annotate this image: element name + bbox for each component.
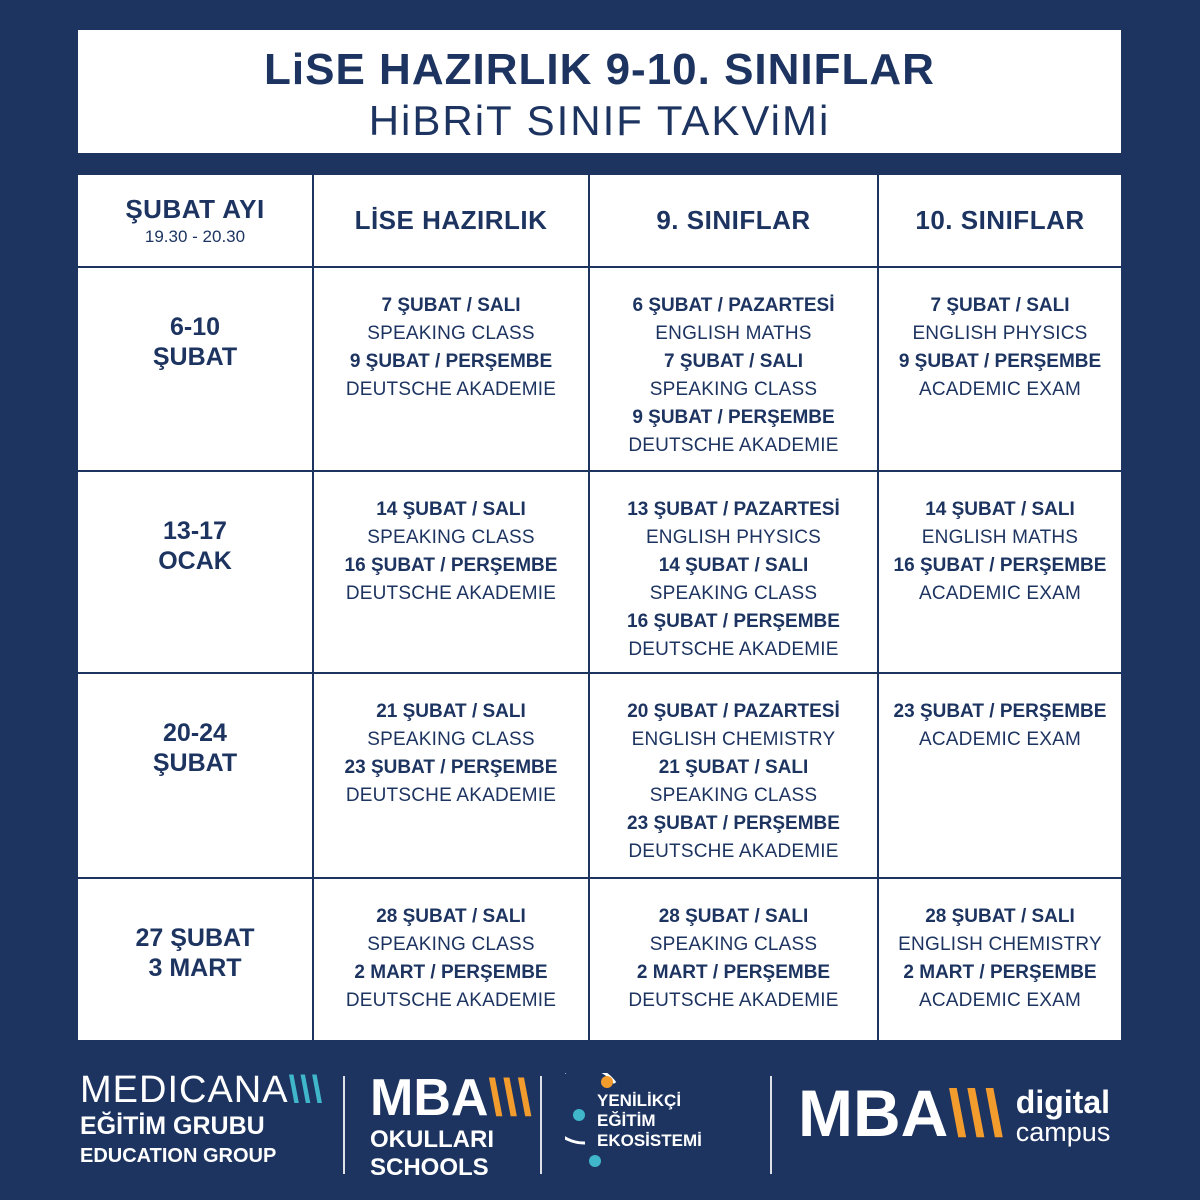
page-title: LiSE HAZIRLIK 9-10. SINIFLAR bbox=[264, 45, 935, 94]
event-date: 14 ŞUBAT / SALI bbox=[376, 499, 526, 520]
schedule-table bbox=[78, 175, 1121, 1040]
event-date: 7 ŞUBAT / SALI bbox=[381, 295, 521, 316]
mba-line2: OKULLARI bbox=[370, 1126, 494, 1153]
event-class: ACADEMIC EXAM bbox=[918, 583, 1081, 604]
logo-divider bbox=[770, 1076, 772, 1174]
event-class: ENGLISH CHEMISTRY bbox=[898, 934, 1102, 955]
header-lise-cell bbox=[314, 175, 588, 266]
event-date: 14 ŞUBAT / SALI bbox=[925, 499, 1075, 520]
column-header: 10. SINIFLAR bbox=[915, 205, 1085, 235]
event-date: 9 ŞUBAT / PERŞEMBE bbox=[898, 351, 1102, 372]
event-class: DEUTSCHE AKADEMIE bbox=[628, 841, 839, 862]
event-class: SPEAKING CLASS bbox=[649, 583, 818, 604]
event-class: SPEAKING CLASS bbox=[649, 785, 818, 806]
event-class: SPEAKING CLASS bbox=[649, 934, 818, 955]
logo-divider bbox=[343, 1076, 345, 1174]
column-header: LİSE HAZIRLIK bbox=[354, 205, 548, 235]
mba-name: MBA bbox=[370, 1069, 489, 1127]
lise-cell bbox=[314, 472, 588, 672]
event-class: ENGLISH MATHS bbox=[921, 527, 1079, 548]
event-date: 2 MART / PERŞEMBE bbox=[636, 962, 831, 983]
event-class: DEUTSCHE AKADEMIE bbox=[345, 990, 557, 1011]
mba-schools-logo bbox=[370, 1070, 530, 1182]
event-date: 16 ŞUBAT / PERŞEMBE bbox=[344, 555, 558, 576]
week-month: 3 MART bbox=[148, 954, 242, 982]
footer-logos bbox=[0, 1058, 1200, 1188]
ten-cell bbox=[879, 472, 1121, 672]
mba-digital-campus-logo bbox=[798, 1078, 1128, 1148]
digital-mba-name: MBA bbox=[798, 1076, 949, 1150]
event-class: SPEAKING CLASS bbox=[367, 323, 535, 344]
event-date: 2 MART / PERŞEMBE bbox=[354, 962, 548, 983]
slash-mark-icon: \\\ bbox=[288, 1069, 324, 1111]
event-class: SPEAKING CLASS bbox=[367, 729, 535, 750]
week-cell bbox=[78, 879, 312, 1040]
nine-cell bbox=[590, 268, 877, 470]
event-date: 16 ŞUBAT / PERŞEMBE bbox=[893, 555, 1107, 576]
event-date: 7 ŞUBAT / SALI bbox=[930, 295, 1070, 316]
slash-mark-icon: \\\ bbox=[948, 1076, 1004, 1150]
medicana-name: MEDICANA bbox=[80, 1069, 289, 1111]
week-range: 6-10 bbox=[169, 313, 221, 341]
event-date: 14 ŞUBAT / SALI bbox=[658, 555, 809, 576]
event-date: 28 ŞUBAT / SALI bbox=[376, 906, 526, 927]
eco-line1: YENİLİKÇİ bbox=[597, 1091, 682, 1110]
header-nine-cell bbox=[590, 175, 877, 266]
eco-line3: EKOSİSTEMİ bbox=[597, 1131, 702, 1150]
event-date: 2 MART / PERŞEMBE bbox=[903, 962, 1097, 983]
event-date: 16 ŞUBAT / PERŞEMBE bbox=[627, 611, 840, 632]
logo-divider bbox=[540, 1076, 542, 1174]
week-cell bbox=[78, 268, 312, 470]
event-class: DEUTSCHE AKADEMIE bbox=[628, 639, 839, 660]
event-class: DEUTSCHE AKADEMIE bbox=[345, 785, 557, 806]
month-label: ŞUBAT AYI bbox=[125, 194, 265, 224]
slash-mark-icon: \\\ bbox=[488, 1069, 532, 1127]
event-class: DEUTSCHE AKADEMIE bbox=[628, 990, 839, 1011]
event-class: DEUTSCHE AKADEMIE bbox=[345, 583, 557, 604]
campus-label: campus bbox=[1015, 1117, 1111, 1147]
event-date: 21 ŞUBAT / SALI bbox=[658, 757, 809, 778]
event-class: ACADEMIC EXAM bbox=[918, 990, 1081, 1011]
ten-cell bbox=[879, 879, 1121, 1040]
medicana-line3: EDUCATION GROUP bbox=[80, 1145, 277, 1167]
event-date: 28 ŞUBAT / SALI bbox=[658, 906, 809, 927]
event-class: SPEAKING CLASS bbox=[649, 379, 818, 400]
week-range: 27 ŞUBAT bbox=[135, 924, 255, 952]
event-class: DEUTSCHE AKADEMIE bbox=[628, 435, 839, 456]
event-class: DEUTSCHE AKADEMIE bbox=[345, 379, 557, 400]
event-date: 9 ŞUBAT / PERŞEMBE bbox=[632, 407, 835, 428]
ecosystem-logo bbox=[565, 1073, 755, 1173]
event-date: 28 ŞUBAT / SALI bbox=[925, 906, 1075, 927]
event-date: 6 ŞUBAT / PAZARTESİ bbox=[632, 295, 835, 316]
column-header: 9. SINIFLAR bbox=[656, 205, 811, 235]
event-class: ACADEMIC EXAM bbox=[918, 729, 1081, 750]
event-class: ENGLISH PHYSICS bbox=[645, 527, 822, 548]
event-date: 21 ŞUBAT / SALI bbox=[376, 701, 526, 722]
medicana-line2: EĞİTİM GRUBU bbox=[80, 1112, 265, 1140]
event-date: 20 ŞUBAT / PAZARTESİ bbox=[627, 701, 840, 722]
event-class: ENGLISH CHEMISTRY bbox=[631, 729, 836, 750]
time-range: 19.30 - 20.30 bbox=[144, 227, 246, 246]
ten-cell bbox=[879, 674, 1121, 877]
eco-line2: EĞİTİM bbox=[597, 1111, 656, 1130]
event-date: 13 ŞUBAT / PAZARTESİ bbox=[627, 499, 840, 520]
event-date: 9 ŞUBAT / PERŞEMBE bbox=[349, 351, 553, 372]
header-month-cell bbox=[78, 175, 312, 266]
week-month: ŞUBAT bbox=[152, 749, 238, 777]
event-date: 23 ŞUBAT / PERŞEMBE bbox=[344, 757, 558, 778]
header-ten-cell bbox=[879, 175, 1121, 266]
digital-label: digital bbox=[1015, 1084, 1110, 1120]
event-class: ENGLISH MATHS bbox=[655, 323, 812, 344]
title-banner bbox=[78, 30, 1121, 153]
event-class: ENGLISH PHYSICS bbox=[912, 323, 1088, 344]
event-date: 23 ŞUBAT / PERŞEMBE bbox=[893, 701, 1107, 722]
lise-cell bbox=[314, 674, 588, 877]
event-date: 7 ŞUBAT / SALI bbox=[664, 351, 803, 372]
event-class: SPEAKING CLASS bbox=[367, 934, 535, 955]
medicana-logo bbox=[80, 1070, 330, 1170]
week-range: 13-17 bbox=[163, 517, 227, 545]
lise-cell bbox=[314, 879, 588, 1040]
event-class: ACADEMIC EXAM bbox=[918, 379, 1081, 400]
event-class: SPEAKING CLASS bbox=[367, 527, 535, 548]
week-month: ŞUBAT bbox=[152, 343, 238, 371]
event-date: 23 ŞUBAT / PERŞEMBE bbox=[627, 813, 840, 834]
week-range: 20-24 bbox=[163, 719, 227, 747]
week-cell bbox=[78, 674, 312, 877]
mba-line3: SCHOOLS bbox=[370, 1154, 489, 1181]
week-month: OCAK bbox=[158, 547, 232, 575]
page-subtitle: HiBRiT SINIF TAKViMi bbox=[368, 97, 831, 144]
nine-cell bbox=[590, 674, 877, 877]
week-cell bbox=[78, 472, 312, 672]
ten-cell bbox=[879, 268, 1121, 470]
nine-cell bbox=[590, 879, 877, 1040]
nine-cell bbox=[590, 472, 877, 672]
lise-cell bbox=[314, 268, 588, 470]
